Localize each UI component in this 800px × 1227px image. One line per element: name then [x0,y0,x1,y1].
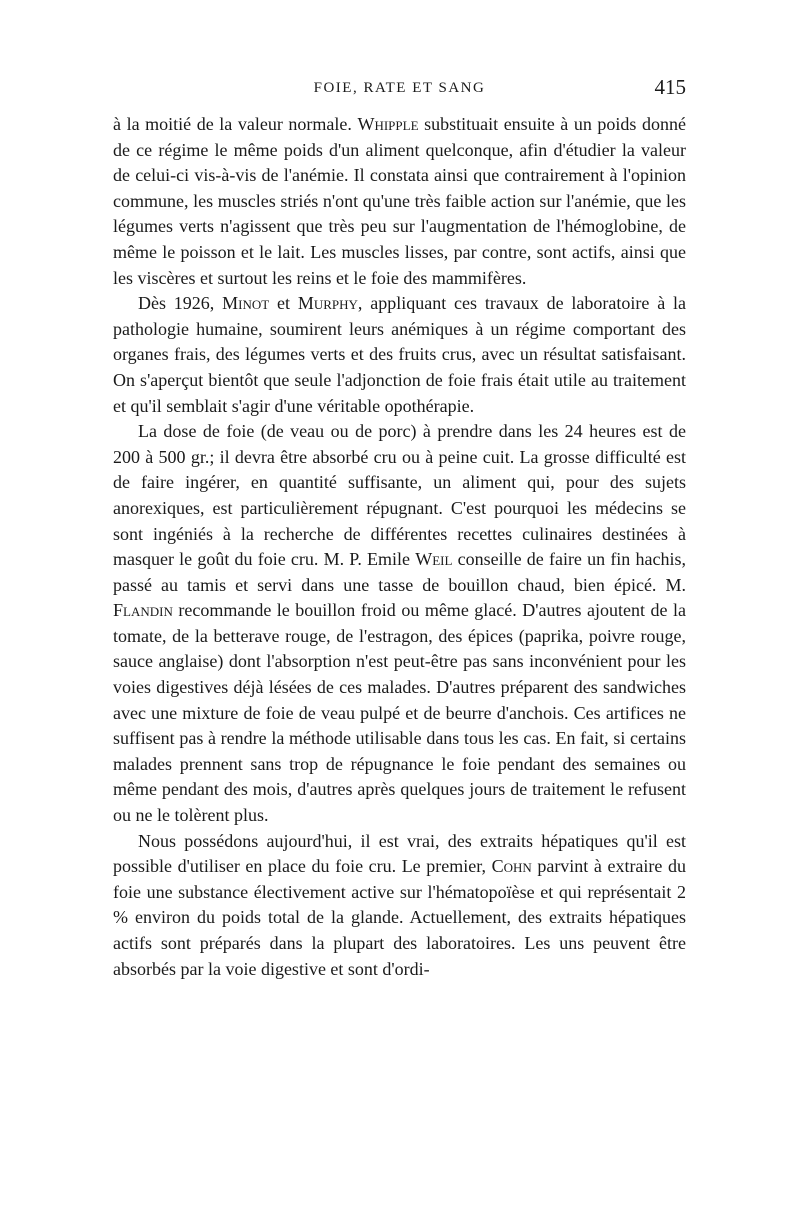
author-name-minot: Minot [222,293,270,314]
body-text [113,112,686,982]
text-run: Dès 1926, [138,293,223,314]
author-name-flandin: Flandin [113,600,173,621]
text-run: La dose de foie (de veau ou de porc) à prendre dans les 24 heures est de 200 à 500 gr.; il devra être absorbé cru ou à peine cuit. La grosse difficulté est de faire ingérer, en quantité suffisante, un aliment qui, pour des sujets anorexiques, est particulièrement répugnant. C'est pourquoi les médecins se sont ingéniés à la recherche de différentes recettes culinaires destinées à masquer le goût du foie cru. M. P. Emile [113,421,686,570]
text-run: substituait ensuite à un poids donné de ce régime le même poids d'un aliment quelconque, afin d'étudier la valeur de celui-ci vis-à-vis de l'anémie. Il constata ainsi que contrairement à l'opinion commune, les muscles striés n'ont qu'une très faible action sur l'anémie, que les légumes verts n'agissent que très peu sur l'augmentation de l'hémoglobine, de même le poisson et le lait. Les muscles lisses, par contre, sont actifs, ainsi que les viscères et surtout les reins et le foie des mammifères. [113,114,686,288]
running-title: FOIE, RATE ET SANG [313,80,486,96]
page-header [113,76,686,100]
paragraph-dose [113,419,686,829]
text-run: à la moitié de la valeur normale. [113,114,358,134]
paragraph-extracts [113,829,686,983]
paragraph-whipple [113,112,686,291]
paragraph-minot-murphy [113,291,686,419]
text-run: , appliquant ces travaux de laboratoire à la pathologie humaine, soumirent leurs anémiques à un régime comportant des organes frais, des légumes verts et des fruits crus, avec un résultat satisfaisant. On s'aperçut bientôt que seule l'adjonction de foie frais était utile au traitement et qu'il semblait s'agir d'une véritable opothérapie. [113,293,686,416]
author-name-weil: Weil [415,549,453,570]
text-run: recommande le bouillon froid ou même glacé. D'autres ajoutent de la tomate, de la betterave rouge, de l'estragon, des épices (paprika, poivre rouge, sauce anglaise) dont l'absorption n'est peut-être pas sans inconvénient pour les voies digestives déjà lésées de ces malades. D'autres préparent des sandwiches avec une mixture de foie de veau pulpé et de beurre d'anchois. Ces artifices ne suffisent pas à rendre la méthode utilisable dans tous les cas. En fait, si certains malades prennent sans trop de répugnance le foie pendant des semaines ou même pendant des mois, d'autres après quelques jours de traitement le refusent ou ne le tolèrent plus. [113,600,686,826]
page-number: 415 [654,75,686,99]
author-name-whipple: Whipple [357,114,419,134]
author-name-murphy: Murphy [297,293,358,314]
text-run: conseille de faire un fin hachis, passé au tamis et servi dans une tasse de bouillon chaud, bien épicé. M. [113,549,686,595]
text-run: Nous possédons aujourd'hui, il est vrai, des extraits hépatiques qu'il est possible d'utiliser en place du foie cru. Le premier, [113,830,686,877]
text-run: parvint à extraire du foie une substance électivement active sur l'hématopoïèse et qui représentait 2 % environ du poids total de la glande. Actuellement, des extraits hépatiques actifs sont préparés dans la plupart des laboratoires. Les uns peuvent être absorbés par la voie digestive et sont d'ordi- [113,856,686,979]
text-run: et [269,293,298,314]
author-name-cohn: Cohn [491,856,532,877]
